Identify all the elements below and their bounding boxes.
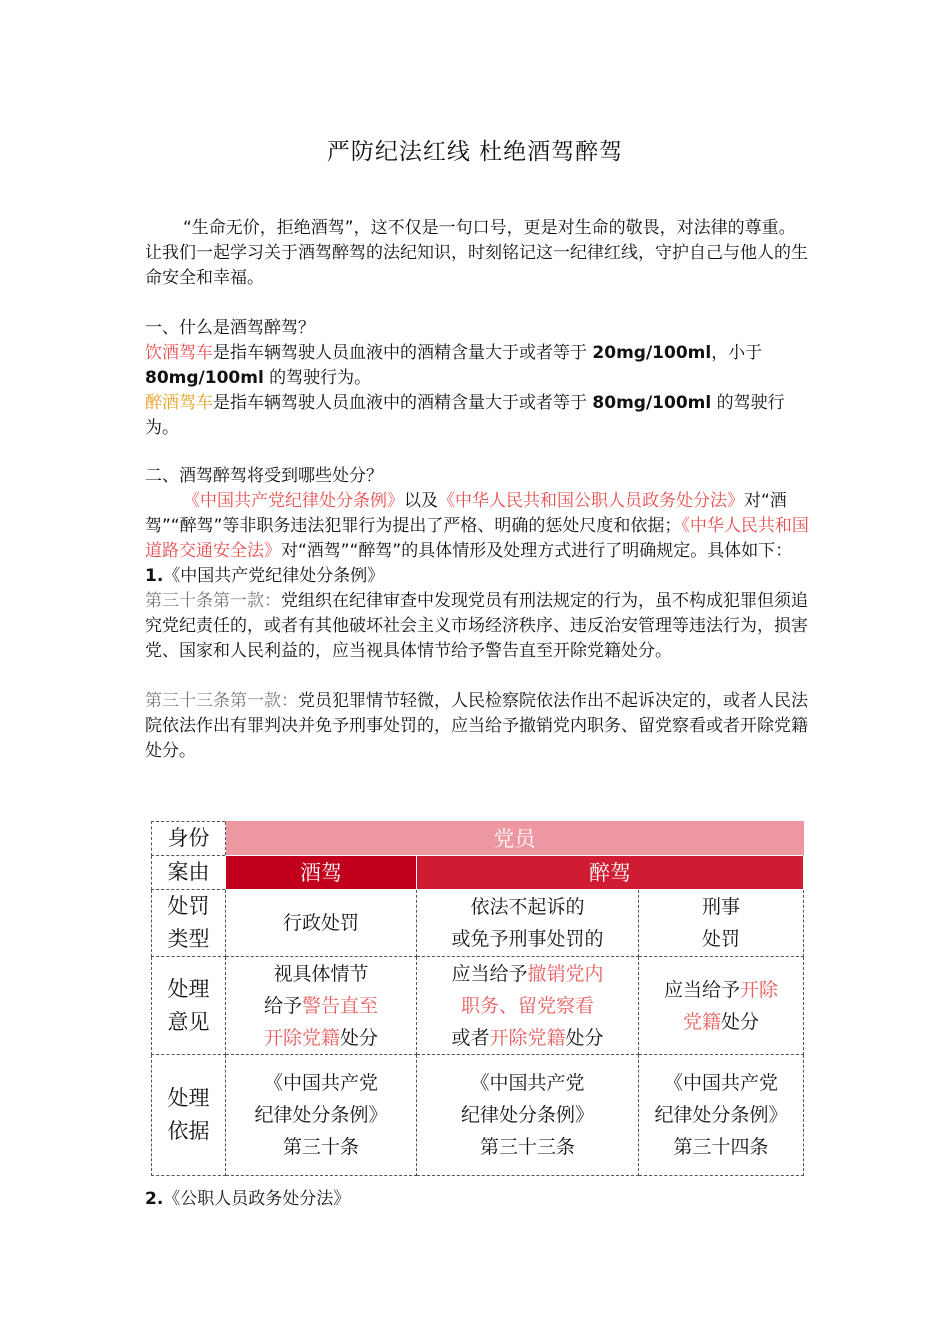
- item1-heading: 1.《中国共产党纪律处分条例》: [145, 566, 385, 586]
- item2-heading: 2.《公职人员政务处分法》: [145, 1189, 351, 1209]
- penalty-type-label: 处罚 类型: [152, 890, 226, 957]
- party-member-header: 党员: [226, 822, 804, 856]
- penalty-table: [151, 821, 803, 1176]
- basis-drink: 《中国共产党 纪律处分条例》 第三十条: [226, 1055, 417, 1176]
- section1-heading: 一、什么是酒驾醉驾？: [145, 318, 315, 338]
- penalties-intro: 《中国共产党纪律处分条例》以及《中华人民共和国公职人员政务处分法》对“酒驾”“醉驾”等非职务违法犯罪行为提出了严格、明确的惩处尺度和依据；《中华人民共和国道路交通安全法》对“酒驾”“醉驾”的具体情形及处理方式进行了明确规定。具体如下：: [145, 491, 809, 561]
- type-admin: 行政处罚: [226, 890, 417, 957]
- opinion-noprosecute: 应当给予撤销党内 职务、留党察看 或者开除党籍处分: [417, 957, 639, 1055]
- case-drunk-driving: 醉驾: [417, 856, 804, 890]
- page-title: 严防纪法红线 杜绝酒驾醉驾: [326, 139, 624, 165]
- case-drink-driving: 酒驾: [226, 856, 417, 890]
- basis-noprosecute: 《中国共产党 纪律处分条例》 第三十三条: [417, 1055, 639, 1176]
- drink-driving-definition: 饮酒驾车是指车辆驾驶人员血液中的酒精含量大于或者等于 20mg/100ml，小于 80mg/100ml 的驾驶行为。: [145, 343, 763, 388]
- section-what-is: [145, 316, 809, 441]
- basis-label: 处理 依据: [152, 1055, 226, 1176]
- basis-criminal: 《中国共产党 纪律处分条例》 第三十四条: [639, 1055, 804, 1176]
- intro-paragraph: “生命无价，拒绝酒驾”，这不仅是一句口号，更是对生命的敬畏，对法律的尊重。让我们一起学习关于酒驾醉驾的法纪知识，时刻铭记这一纪律红线，守护自己与他人的生命安全和幸福。: [145, 218, 808, 288]
- drink-driving-term: 饮酒驾车: [145, 343, 213, 363]
- opinion-drink: 视具体情节 给予警告直至 开除党籍处分: [226, 957, 417, 1055]
- case-label: 案由: [152, 856, 226, 890]
- article-33: 第三十三条第一款：党员犯罪情节轻微，人民检察院依法作出不起诉决定的，或者人民法院依法作出有罪判决并免予刑事处罚的，应当给予撤销党内职务、留党察看或者开除党籍处分。: [145, 691, 808, 761]
- type-noprosecute: 依法不起诉的 或免予刑事处罚的: [417, 890, 639, 957]
- drunk-driving-definition: 醉酒驾车是指车辆驾驶人员血液中的酒精含量大于或者等于 80mg/100ml 的驾驶行为。: [145, 393, 785, 438]
- opinion-label: 处理 意见: [152, 957, 226, 1055]
- article-30: 第三十条第一款：党组织在纪律审查中发现党员有刑法规定的行为，虽不构成犯罪但须追究党纪责任的，或者有其他破坏社会主义市场经济秩序、违反治安管理等违法行为，损害党、国家和人民利益的，应当视具体情节给予警告直至开除党籍处分。: [145, 591, 808, 661]
- type-criminal: 刑事 处罚: [639, 890, 804, 957]
- identity-label: 身份: [152, 822, 226, 856]
- drunk-driving-term: 醉酒驾车: [145, 393, 213, 413]
- opinion-criminal: 应当给予开除 党籍处分: [639, 957, 804, 1055]
- section2-heading: 二、酒驾醉驾将受到哪些处分？: [145, 466, 383, 486]
- section-penalties: [145, 464, 809, 764]
